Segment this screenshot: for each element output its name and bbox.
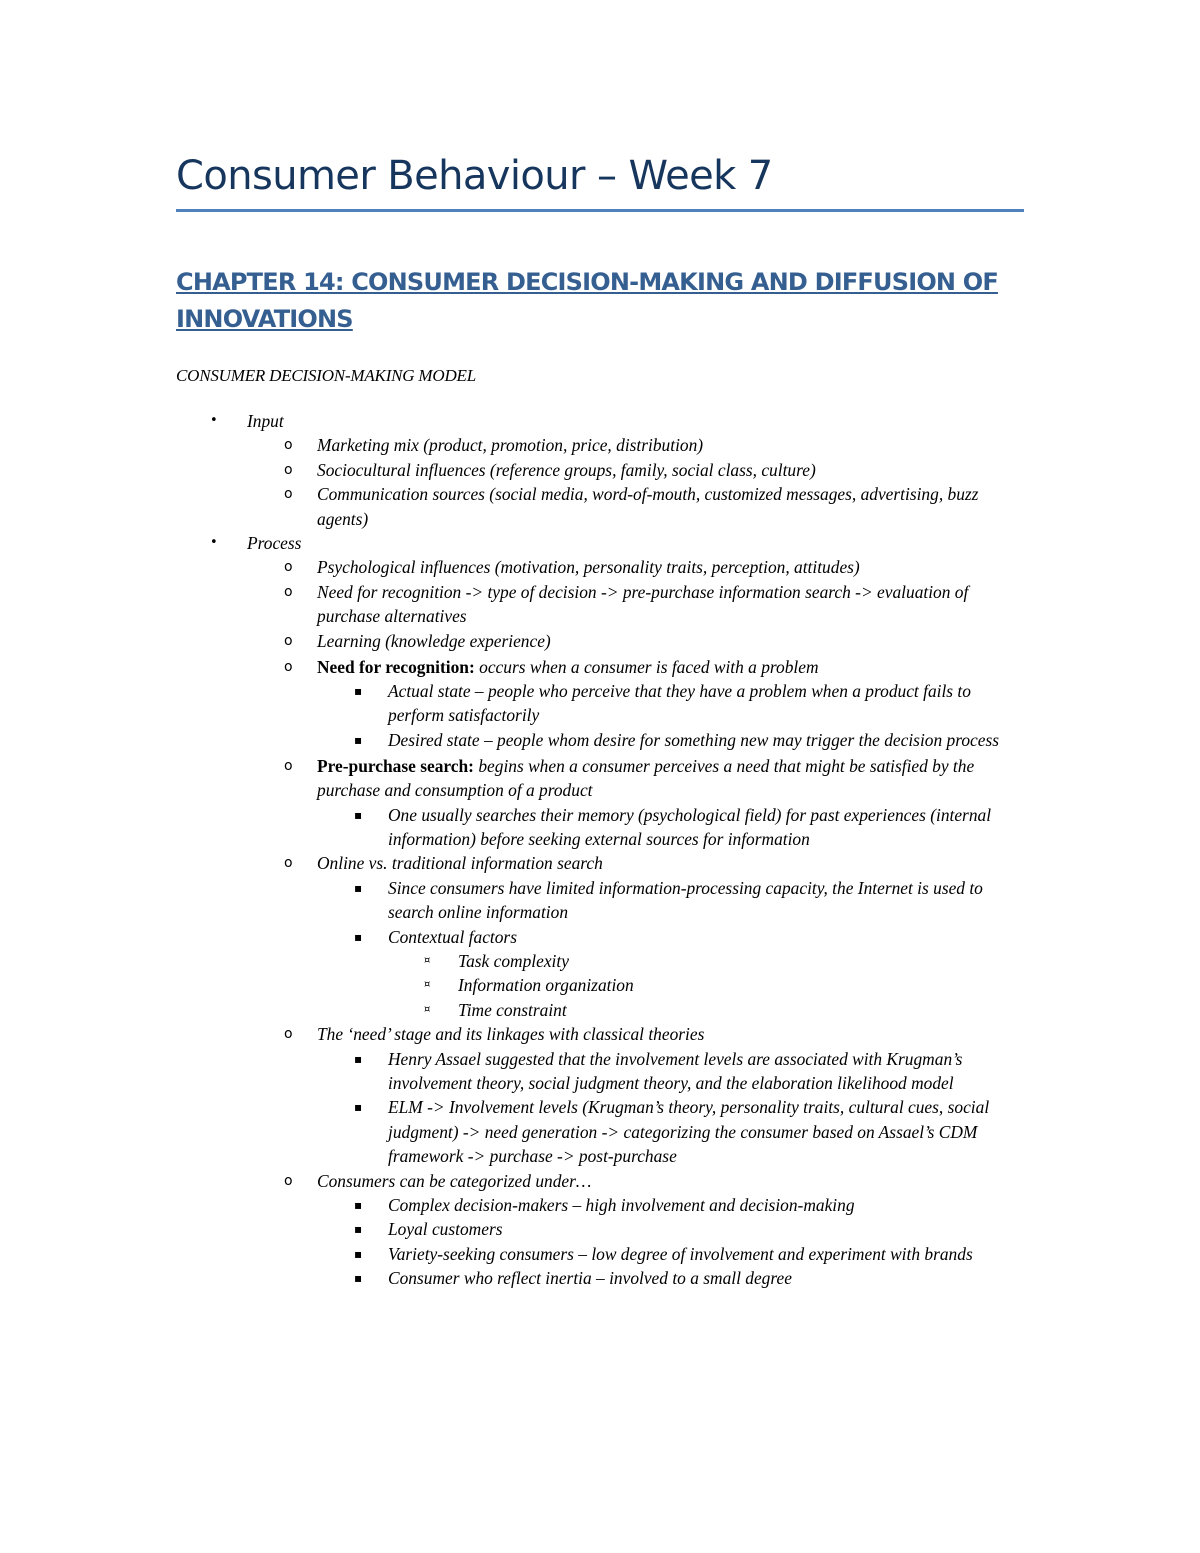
list-item [0,580,1200,629]
list-item-consumer-categories [0,1169,1200,1193]
list-item [0,803,1200,852]
list-item-text: Variety-seeking consumers – low degree of involvement and experiment with brands [388,1243,973,1264]
list-item-text: Psychological influences (motivation, personality traits, perception, attitudes) [317,557,860,578]
list-item [0,1217,1200,1241]
square-marker: ▪ [354,1100,363,1115]
list-item-text: Complex decision-makers – high involvement and decision-making [388,1195,855,1215]
term-definition: begins when a consumer perceives a need that might be satisfied by the purchase and consumption of a product [317,755,975,801]
list-item-text: Henry Assael suggested that the involvement levels are associated with Krugman’s involvement theory, social judgment theory, and the elaboration likelihood model [388,1048,963,1093]
outline [0,409,1200,1291]
circle-marker: o [284,583,293,600]
list-item-text: Contextual factors [388,926,517,947]
square-marker: ▪ [354,1198,363,1212]
list-item-text: One usually searches their memory (psychological field) for past experiences (internal information) before seeking external sources for information [388,804,992,849]
list-item [0,555,1200,579]
list-item-contextual-factors [0,925,1200,949]
circle-marker: o [284,461,293,478]
list-item-text: Communication sources (social media, word-of-mouth, customized messages, advertising, buzz agents) [317,484,979,529]
list-item-text: Information organization [458,975,634,996]
list-item [0,949,1200,973]
title-underline-rule [176,209,1024,212]
circle-marker: o [284,757,293,774]
list-item [0,1266,1200,1290]
list-item-text: The ‘need’ stage and its linkages with classical theories [317,1024,705,1045]
square-marker: ▪ [354,880,363,895]
list-item-need-stage [0,1022,1200,1046]
square-marker: ▪ [354,683,363,698]
list-item-text [317,754,1007,803]
list-item-text: Need for recognition -> type of decision -> pre-purchase information search -> evaluation of purchase alternatives [317,581,969,627]
list-item-text: Sociocultural influences (reference groups, family, social class, culture) [317,459,816,480]
list-item-text: Loyal customers [388,1219,503,1240]
list-item-text: Desired state – people whom desire for something new may trigger the decision process [388,729,999,750]
list-item [0,1047,1200,1096]
list-item-text: Actual state – people who perceive that they have a problem when a product fails to perform satisfactorily [388,680,971,726]
list-item-pre-purchase-search [0,754,1200,803]
square-marker: ▪ [354,732,363,747]
currency-marker: ¤ [424,1003,431,1015]
list-item-input [0,409,1200,433]
circle-marker: o [284,632,293,649]
list-item-text: Time constraint [458,999,567,1020]
section-heading: CONSUMER DECISION-MAKING MODEL [176,366,476,385]
list-item [0,1193,1200,1217]
square-marker: ▪ [354,1246,363,1261]
term-label: Pre-purchase search: [317,755,474,776]
list-item [0,876,1200,925]
bullet-marker: • [210,535,218,551]
chapter-heading: CHAPTER 14: CONSUMER DECISION-MAKING AND DIFFUSION OF INNOVATIONS [176,268,998,333]
list-item-online-search [0,851,1200,875]
list-item-text: Since consumers have limited information-processing capacity, the Internet is used to search online information [388,877,983,923]
square-marker: ▪ [354,1222,363,1237]
list-item-text: Learning (knowledge experience) [317,630,551,651]
square-marker: ▪ [354,1051,363,1066]
currency-marker: ¤ [424,979,431,991]
square-marker: ▪ [354,1271,363,1286]
list-item [0,482,1200,531]
circle-marker: o [284,1172,293,1189]
list-item [0,629,1200,653]
list-item [0,433,1200,457]
list-item [0,679,1200,728]
list-item-process [0,531,1200,555]
currency-marker: ¤ [424,954,431,966]
list-item-need-recognition [0,655,1200,679]
list-item [0,1095,1200,1168]
circle-marker: o [284,486,293,503]
square-marker: ▪ [354,929,363,944]
list-item [0,458,1200,482]
list-item-text: Process [247,533,302,554]
document-title: Consumer Behaviour – Week 7 [176,153,773,199]
circle-marker: o [284,1026,293,1043]
circle-marker: o [284,559,293,576]
list-item-text: Input [247,411,284,431]
list-item [0,973,1200,997]
list-item-text: Marketing mix (product, promotion, price, distribution) [317,435,704,456]
circle-marker: o [284,855,293,872]
list-item [0,998,1200,1022]
list-item-text: Online vs. traditional information search [317,853,603,874]
term-label: Need for recognition: [317,656,475,677]
list-item-text: Consumers can be categorized under… [317,1170,592,1191]
bullet-marker: • [210,413,218,428]
list-item [0,1242,1200,1266]
square-marker: ▪ [354,807,363,822]
list-item-text: ELM -> Involvement levels (Krugman’s theory, personality traits, cultural cues, social judgment) -> need generation -> categorizing the consumer based on Assael’s CDM framework -> purchase -> post-purchase [388,1097,990,1167]
circle-marker: o [284,658,293,675]
circle-marker: o [284,437,293,454]
list-item [0,728,1200,752]
list-item-text [317,655,1007,679]
term-definition: occurs when a consumer is faced with a problem [474,656,819,677]
list-item-text: Consumer who reflect inertia – involved to a small degree [388,1268,792,1289]
list-item-text: Task complexity [458,950,569,971]
